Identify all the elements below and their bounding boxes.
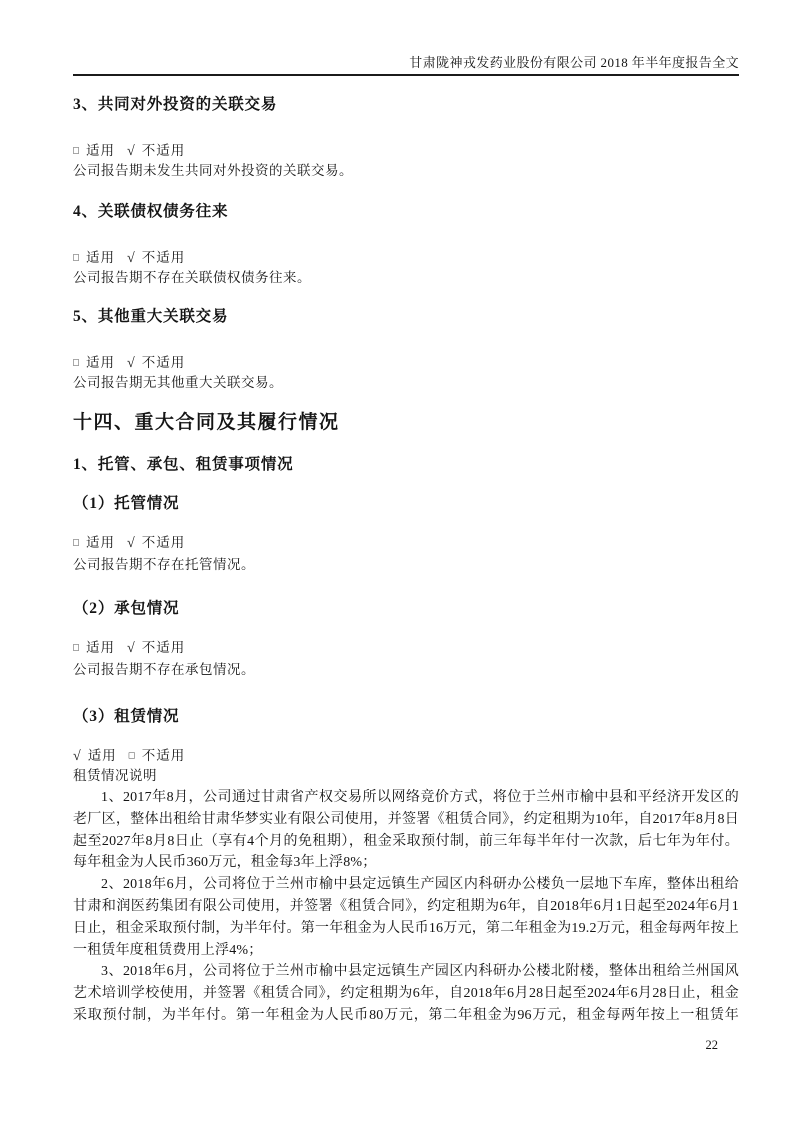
not-applicable-checkmark-icon: √ <box>127 144 135 159</box>
section-4-heading: 4、关联债权债务往来 <box>73 203 229 220</box>
custody-note: 公司报告期不存在托管情况。 <box>73 557 255 572</box>
applicable-checkmark-icon: √ <box>73 749 81 764</box>
section-5-note: 公司报告期无其他重大关联交易。 <box>73 375 283 390</box>
not-applicable-checkmark-icon: √ <box>127 251 135 266</box>
page-number: 22 <box>705 1038 718 1052</box>
not-applicable-label: 不适用 <box>141 640 186 655</box>
applicable-label: 适用 <box>86 535 116 550</box>
leasing-note-label: 租赁情况说明 <box>73 768 157 783</box>
chapter-14-heading: 十四、重大合同及其履行情况 <box>73 412 340 433</box>
not-applicable-checkmark-icon: √ <box>127 536 135 551</box>
applicable-label: 适用 <box>86 250 116 265</box>
running-header: 甘肃陇神戎发药业股份有限公司 2018 年半年度报告全文 <box>409 55 739 70</box>
custody-heading: （1）托管情况 <box>73 495 180 512</box>
not-applicable-checkbox-icon: □ <box>128 750 135 762</box>
leasing-applicability-line <box>73 747 739 766</box>
section-5-heading: 5、其他重大关联交易 <box>73 308 229 325</box>
section-5-applicability-line <box>73 354 739 373</box>
applicable-label: 适用 <box>86 143 116 158</box>
applicable-checkbox-icon: □ <box>73 357 80 369</box>
not-applicable-checkmark-icon: √ <box>127 641 135 656</box>
section-3-note: 公司报告期未发生共同对外投资的关联交易。 <box>73 163 353 178</box>
lease-paragraph-2: 2、2018年6月，公司将位于兰州市榆中县定远镇生产园区内科研办公楼负一层地下车库，整体出租给甘肃和润医药集团有限公司使用，并签署《租赁合同》，约定租期为6年，自2018年6月1日起至2024年6月1日止，租金采取预付制，为半年付。第一年租金为人民币16万元，第二年租金为19.2万元，租金每两年按上一租赁年度租赁费用上浮4%； <box>73 877 739 958</box>
not-applicable-checkmark-icon: √ <box>127 356 135 371</box>
not-applicable-label: 不适用 <box>141 535 186 550</box>
not-applicable-label: 不适用 <box>141 143 186 158</box>
applicable-label: 适用 <box>87 748 117 763</box>
leasing-heading: （3）租赁情况 <box>73 708 180 725</box>
chapter-14-subsection-1-heading: 1、托管、承包、租赁事项情况 <box>73 456 294 473</box>
lease-paragraph-3: 3、2018年6月，公司将位于兰州市榆中县定远镇生产园区内科研办公楼北附楼，整体出租给兰州国风艺术培训学校使用，并签署《租赁合同》，约定租期为6年，自2018年6月28日起至2024年6月28日止，租金采取预付制，为半年付。第一年租金为人民币80万元，第二年租金为96万元，租金每两年按上一租赁年 <box>73 964 739 1023</box>
applicable-checkbox-icon: □ <box>73 642 80 654</box>
not-applicable-label: 不适用 <box>141 748 186 763</box>
applicable-checkbox-icon: □ <box>73 145 80 157</box>
section-3-applicability-line <box>73 142 739 161</box>
applicable-label: 适用 <box>86 355 116 370</box>
custody-applicability-line <box>73 534 739 553</box>
header-divider <box>73 74 739 76</box>
lease-paragraph-1: 1、2017年8月，公司通过甘肃省产权交易所以网络竞价方式，将位于兰州市榆中县和平经济开发区的老厂区，整体出租给甘肃华梦实业有限公司使用，并签署《租赁合同》，约定租期为10年，自2017年8月8日起至2027年8月8日止（享有4个月的免租期），租金采取预付制，前三年每半年付一次款，后七年为年付。每年租金为人民币360万元，租金每3年上浮8%； <box>73 790 739 871</box>
section-3-heading: 3、共同对外投资的关联交易 <box>73 96 278 113</box>
contracting-applicability-line <box>73 639 739 658</box>
applicable-checkbox-icon: □ <box>73 537 80 549</box>
section-4-note: 公司报告期不存在关联债权债务往来。 <box>73 270 311 285</box>
lease-description <box>73 787 739 1027</box>
not-applicable-label: 不适用 <box>141 250 186 265</box>
contracting-heading: （2）承包情况 <box>73 600 180 617</box>
section-4-applicability-line <box>73 249 739 268</box>
contracting-note: 公司报告期不存在承包情况。 <box>73 662 255 677</box>
not-applicable-label: 不适用 <box>141 355 186 370</box>
applicable-label: 适用 <box>86 640 116 655</box>
applicable-checkbox-icon: □ <box>73 252 80 264</box>
